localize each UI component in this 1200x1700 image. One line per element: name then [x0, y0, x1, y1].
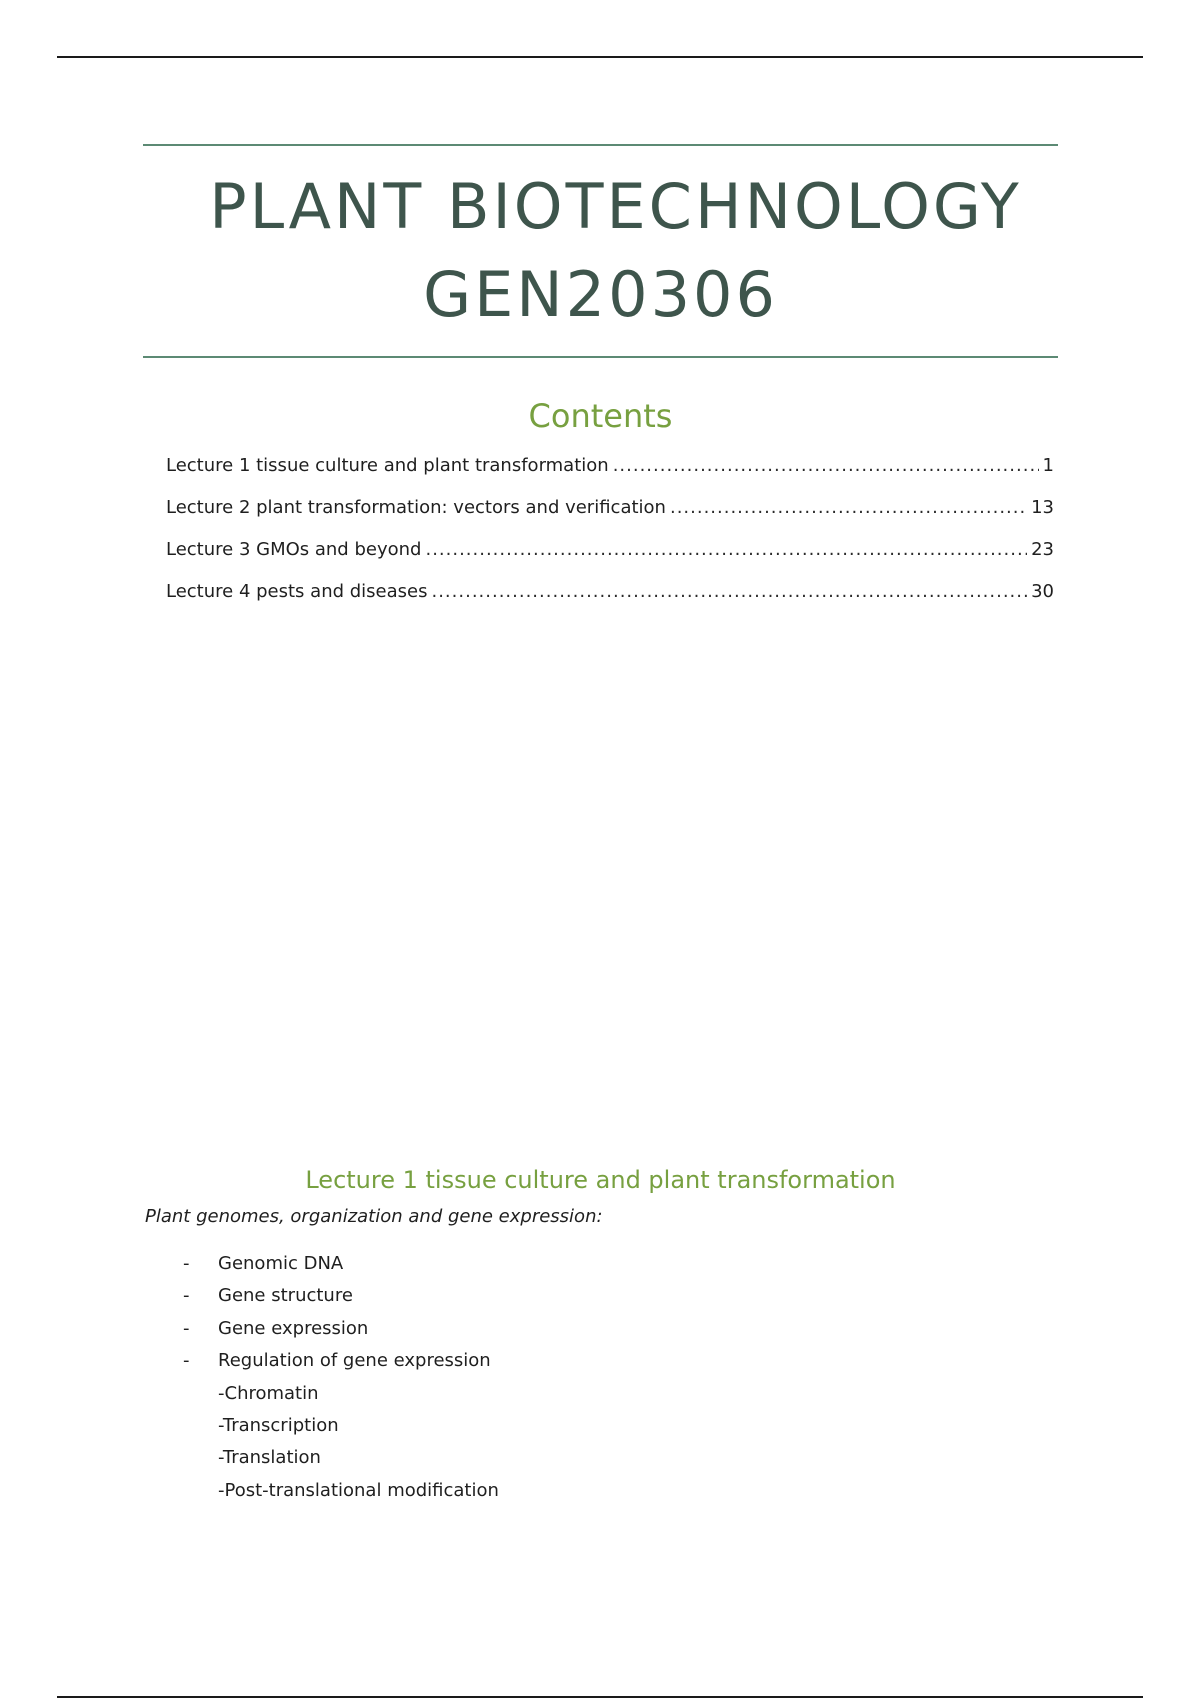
lecture-1-heading: Lecture 1 tissue culture and plant transformation — [305, 1166, 896, 1194]
list-item-label: Gene expression — [218, 1317, 369, 1339]
toc-page-number: 13 — [1031, 497, 1054, 518]
toc-dot-leader — [431, 581, 1027, 602]
contents-heading: Contents — [528, 397, 673, 435]
title-block — [143, 144, 1058, 358]
toc-page-number: 1 — [1042, 455, 1054, 476]
toc-entry-label: Lecture 4 pests and diseases — [166, 581, 428, 602]
page-top-rule — [57, 56, 1143, 58]
page-bottom-rule — [57, 1696, 1143, 1698]
toc-page-number: 23 — [1031, 539, 1054, 560]
toc-entry-lecture-1[interactable] — [166, 455, 1054, 497]
sub-list-item: -Transcription — [218, 1414, 339, 1436]
bullet-dash: - — [183, 1253, 190, 1274]
list-item — [183, 1349, 499, 1381]
toc-dot-leader — [670, 497, 1027, 518]
list-item — [183, 1284, 499, 1316]
toc-entry-label: Lecture 3 GMOs and beyond — [166, 539, 422, 560]
topic-list — [183, 1252, 499, 1511]
toc-entry-label: Lecture 2 plant transformation: vectors and verification — [166, 497, 666, 518]
toc-page-number: 30 — [1031, 581, 1054, 602]
toc-entry-lecture-2[interactable] — [166, 497, 1054, 539]
list-item-label: Genomic DNA — [218, 1253, 344, 1274]
section-subheading: Plant genomes, organization and gene expression: — [145, 1206, 603, 1227]
list-item — [183, 1317, 499, 1349]
table-of-contents — [166, 455, 1054, 623]
bullet-dash: - — [183, 1317, 190, 1339]
toc-dot-leader — [613, 455, 1039, 476]
list-item-label: Regulation of gene expression — [218, 1350, 491, 1372]
document-title: PLANT BIOTECHNOLOGY — [209, 170, 1022, 243]
list-item — [183, 1252, 499, 1284]
sub-list-item: -Translation — [218, 1447, 321, 1469]
sub-list-item: -Chromatin — [218, 1382, 319, 1404]
toc-entry-lecture-3[interactable] — [166, 539, 1054, 581]
bullet-dash: - — [183, 1285, 190, 1307]
course-code: GEN20306 — [423, 258, 778, 331]
sub-list-item: -Post-translational modification — [218, 1479, 499, 1501]
toc-dot-leader — [425, 539, 1027, 560]
toc-entry-label: Lecture 1 tissue culture and plant transformation — [166, 455, 609, 476]
toc-entry-lecture-4[interactable] — [166, 581, 1054, 623]
bullet-dash: - — [183, 1350, 190, 1372]
list-item-label: Gene structure — [218, 1285, 353, 1307]
